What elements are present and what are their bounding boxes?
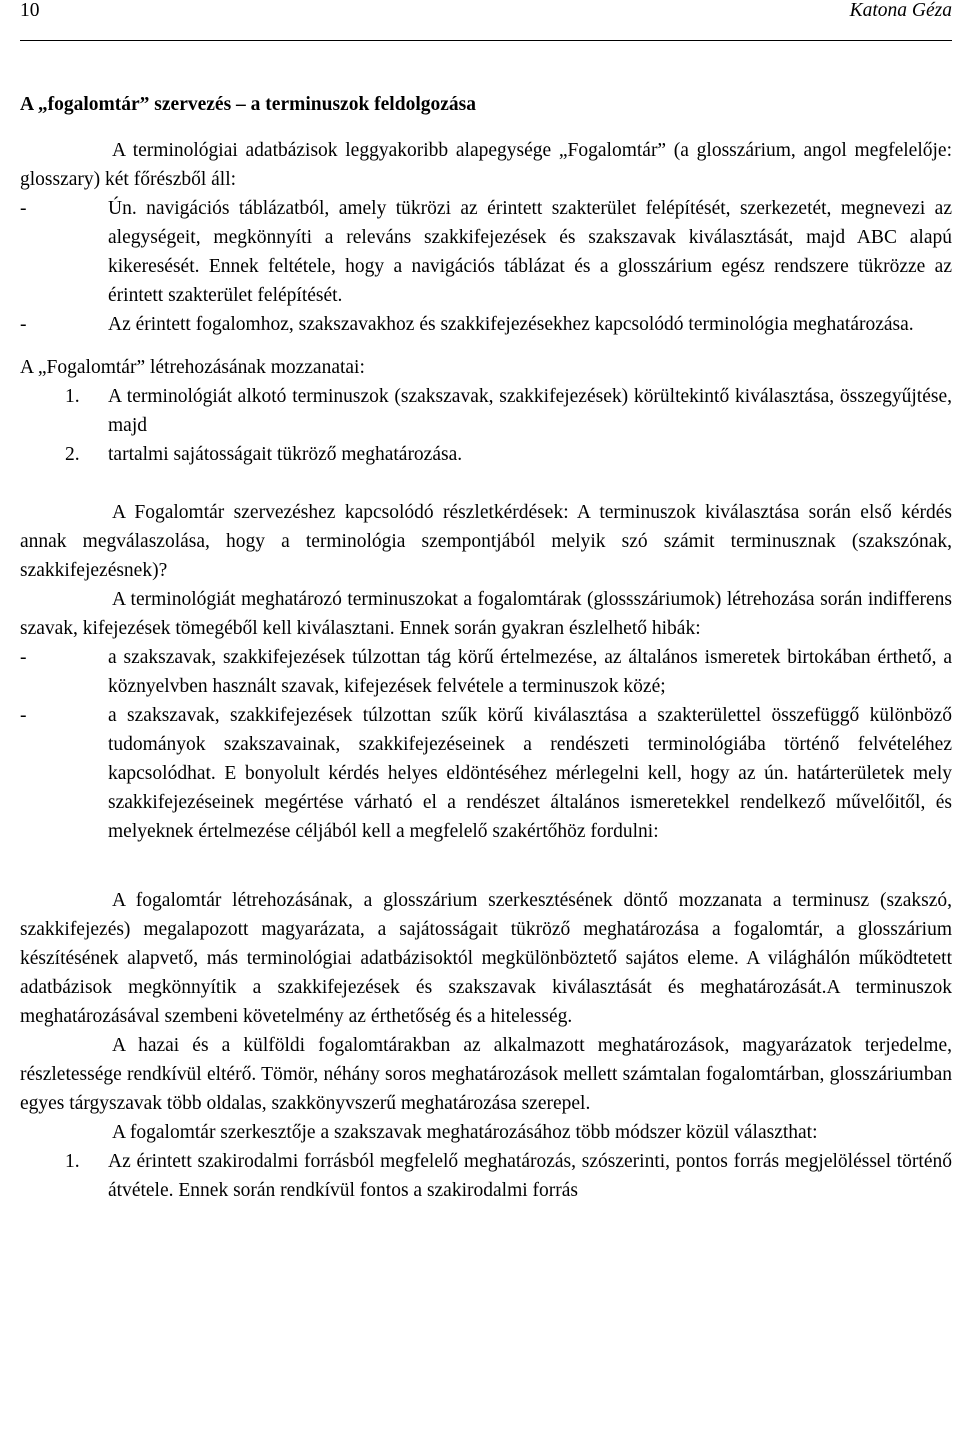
errors-intro-paragraph: A terminológiát meghatározó terminuszokat a fogalomtárak (glossszáriumok) létrehozása során indifferens szavak, kifejezések tömegéből kell kiválasztani. Ennek során gyakran észlelhető hibák: (20, 589, 952, 639)
errors-list (20, 643, 952, 846)
section-title: A „fogalomtár” szervezés – a terminuszok feldolgozása (20, 94, 476, 115)
dash-marker: - (20, 647, 27, 668)
methods-list (20, 1147, 952, 1205)
list-item-text: Ún. navigációs táblázatból, amely tükrözi az érintett szakterület felépítését, szerkezetét, megnevezi az alegységeit, megkönnyíti a releváns szakkifejezések és szakszavak kiválasztását, majd ABC alapú kikeresését. Ennek feltétele, hogy a navigációs táblázat és a glosszárium egész rendszere tükrözze az érintett szakterület felépítését. (108, 198, 952, 306)
document-page (20, 0, 952, 1205)
number-marker: 1. (65, 1151, 80, 1172)
list-item (20, 1147, 952, 1205)
questions-paragraph: A Fogalomtár szervezéshez kapcsolódó részletkérdések: A terminuszok kiválasztása során első kérdés annak megválaszolása, hogy a terminológia szempontjából melyik szó számit terminusznak (szakszónak, szakkifejezésnek)? (20, 502, 952, 581)
page-number: 10 (20, 0, 40, 21)
list-item-text: Az érintett fogalomhoz, szakszavakhoz és szakkifejezésekhez kapcsolódó terminológia meghatározása. (108, 314, 914, 335)
dash-marker: - (20, 314, 27, 335)
running-author: Katona Géza (849, 0, 952, 21)
list-item (20, 194, 952, 310)
list-item-text: a szakszavak, szakkifejezések túlzottan tág körű értelmezése, az általános ismeretek birtokában érthető, a köznyelvben használt szavak, kifejezések felvétele a terminuszok közé; (108, 647, 952, 697)
intro-paragraph: A terminológiai adatbázisok leggyakoribb alapegysége „Fogalomtár” (a glosszárium, angol megfelelője: glosszary) két főrészből áll: (20, 140, 952, 190)
page-header (20, 0, 952, 41)
number-marker: 1. (65, 386, 80, 407)
number-marker: 2. (65, 444, 80, 465)
list-item-text: tartalmi sajátosságait tükröző meghatározása. (108, 444, 463, 465)
dash-marker: - (20, 198, 27, 219)
decisive-paragraph: A fogalomtár létrehozásának, a glosszárium szerkesztésének döntő mozzanata a terminusz (szakszó, szakkifejezés) megalapozott magyarázata, a sajátosságait tükröző meghatározása a fogalomtár, a glosszárium készítésének alapvető, más terminológiai adatbázisoktól megkülönböztető sajátos eleme. A világhálón működtetett adatbázisok megkönnyítik a szakkifejezések és szakszavak kiválasztását és meghatározását.A terminuszok meghatározásával szembeni követelmény az érthetőség és a hitelesség. (20, 890, 952, 1027)
domestic-paragraph: A hazai és a külföldi fogalomtárakban az alkalmazott meghatározások, magyarázatok terjedelme, részletessége rendkívül eltérő. Tömör, néhány soros meghatározások mellett számtalan fogalomtárban, glosszáriumban egyes tárgyszavak több oldalas, szakkönyvszerű meghatározása szerepel. (20, 1035, 952, 1114)
list-item-text: A terminológiát alkotó terminuszok (szakszavak, szakkifejezések) körültekintő kiválasztása, összegyűjtése, majd (108, 386, 952, 436)
list-item-text: a szakszavak, szakkifejezések túlzottan szűk körű kiválasztása a szakterülettel összefüggő különböző tudományok szakszavainak, szakkifejezéseinek a rendészeti terminológiába történő felvételéhez kapcsolódhat. E bonyolult kérdés helyes eldöntéséhez mérlegelni kell, hogy az ún. határterületek mely szakkifejezéseinek megértése várható el a rendészet általános ismeretekkel rendelkező művelőitől, és melyeknek értelmezése céljából kell a megfelelő szakértőhöz fordulni: (108, 705, 952, 842)
list-item (20, 310, 952, 339)
steps-list (20, 382, 952, 469)
steps-heading: A „Fogalomtár” létrehozásának mozzanatai: (20, 357, 365, 378)
parts-list (20, 194, 952, 339)
list-item (20, 382, 952, 440)
dash-marker: - (20, 705, 27, 726)
list-item (20, 440, 952, 469)
list-item (20, 643, 952, 701)
editor-paragraph: A fogalomtár szerkesztője a szakszavak meghatározásához több módszer közül választhat: (112, 1122, 818, 1143)
list-item (20, 701, 952, 846)
list-item-text: Az érintett szakirodalmi forrásból megfelelő meghatározás, szószerinti, pontos forrás megjelöléssel történő átvétele. Ennek során rendkívül fontos a szakirodalmi forrás (108, 1151, 952, 1201)
